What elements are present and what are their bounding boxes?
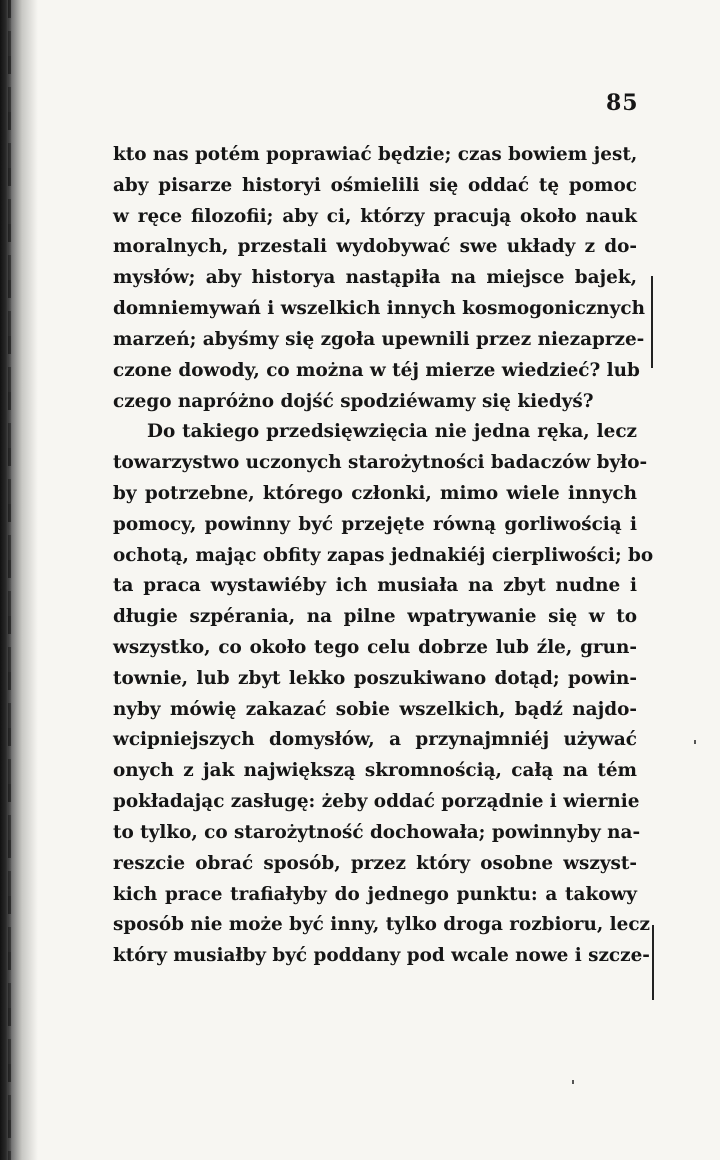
text-line: w ręce filozofii; aby ci, którzy pracują około nauk [113, 205, 637, 227]
text-line: onych z jak największą skromnością, całą na tém [113, 760, 637, 782]
text-line: sposób nie może być inny, tylko droga rozbioru, lecz [113, 914, 650, 936]
text-line: townie, lub zbyt lekko poszukiwano dotąd; powin- [113, 667, 637, 689]
text-line: pokładając zasługę: żeby oddać porządnie i wiernie [113, 791, 640, 813]
text-line: domniemywań i wszelkich innych kosmogonicznych [113, 298, 645, 320]
text-line: który musiałby być poddany pod wcale nowe i szcze- [113, 945, 650, 967]
page-binding-edge [0, 0, 38, 1160]
text-line: moralnych, przestali wydobywać swe układy z do- [113, 236, 637, 258]
text-line: ta praca wystawiéby ich musiała na zbyt nudne i [113, 575, 637, 597]
text-line: marzeń; abyśmy się zgoła upewnili przez niezaprze- [113, 328, 645, 350]
text-line: mysłów; aby historya nastąpiła na miejsce bajek, [113, 267, 637, 289]
text-line: reszcie obrać sposób, przez który osobne wszyst- [113, 852, 637, 874]
text-line: kich prace trafiałyby do jednego punktu: a takowy [113, 883, 637, 905]
text-line: wcipniejszych domysłów, a przynajmniéj używać [113, 729, 637, 751]
text-line: to tylko, co starożytność dochowała; powinnyby na- [113, 821, 641, 843]
margin-pencil-mark [648, 276, 653, 368]
text-line: pomocy, powinny być przejęte równą gorliwością i [113, 513, 637, 535]
margin-pencil-mark [649, 925, 654, 1000]
text-line: by potrzebne, którego członki, mimo wiele innych [113, 482, 637, 504]
text-line: Do takiego przedsięwzięcia nie jedna ręka, lecz [147, 421, 637, 443]
page-number: 85 [606, 90, 639, 116]
text-line: aby pisarze historyi ośmielili się oddać tę pomoc [113, 174, 637, 196]
scan-speck [572, 1080, 574, 1084]
scan-speck [694, 740, 696, 744]
text-line: kto nas potém poprawiać będzie; czas bowiem jest, [113, 144, 638, 165]
body-text [113, 140, 654, 972]
text-line: nyby mówię zakazać sobie wszelkich, bądź najdo- [113, 698, 637, 720]
text-line: czego napróżno dojść spodziéwamy się kiedyś? [113, 390, 594, 412]
text-line: towarzystwo uczonych starożytności badaczów było- [113, 452, 648, 474]
text-line: długie szpérania, na pilne wpatrywanie się w to [113, 606, 637, 628]
text-line: czone dowody, co można w téj mierze wiedzieć? lub [113, 359, 640, 381]
text-line: ochotą, mając obfity zapas jednakiéj cierpliwości; bo [113, 544, 654, 566]
text-line: wszystko, co około tego celu dobrze lub źle, grun- [113, 637, 637, 658]
